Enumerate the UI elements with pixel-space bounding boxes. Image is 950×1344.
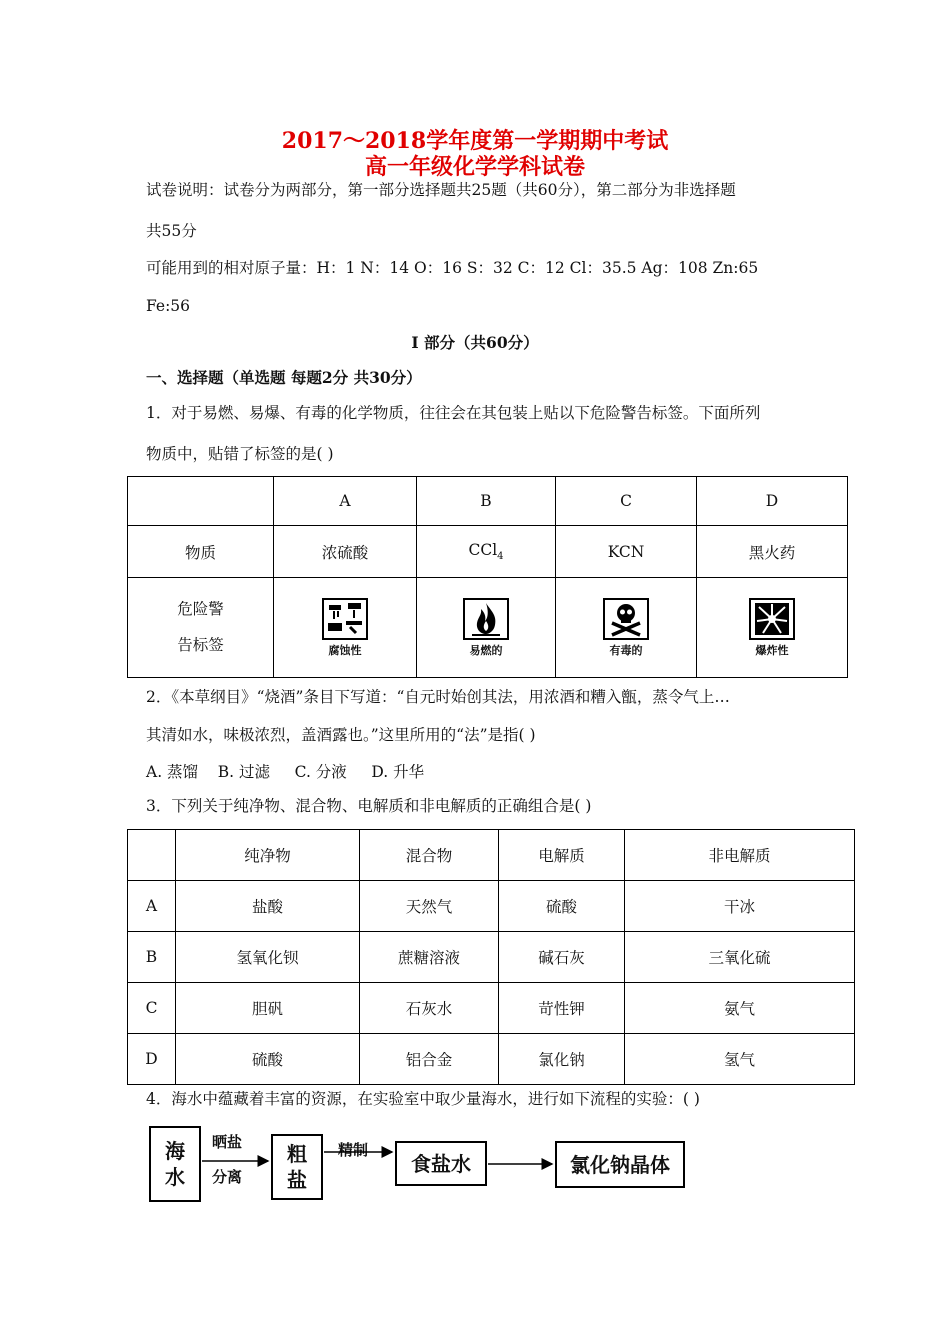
flow-label-evaporate: 晒盐 (212, 1133, 243, 1151)
q3-cell: 苛性钾 (499, 983, 625, 1034)
q1-header-c: C (556, 477, 697, 526)
q1-substance-a: 浓硫酸 (274, 526, 417, 578)
q3-cell: 氨气 (625, 983, 855, 1034)
toxic-caption: 有毒的 (609, 643, 643, 657)
q2-line-2: 其清如水，味极浓烈，盖酒露也。”这里所用的“法”是指( ) (146, 726, 536, 744)
flow-box-brine: 食盐水 (395, 1141, 487, 1186)
q1-line-2: 物质中，贴错了标签的是( ) (146, 445, 334, 463)
q3-cell: 天然气 (360, 881, 499, 932)
q1-line-1: 1．对于易燃、易爆、有毒的化学物质，往往会在其包装上贴以下危险警告标签。下面所列 (146, 404, 761, 422)
q3-cell: 胆矾 (176, 983, 360, 1034)
q3-cell: 硫酸 (176, 1034, 360, 1085)
q1-header-a: A (274, 477, 417, 526)
ccl-subscript: 4 (497, 551, 504, 563)
ccl-formula: CCl (468, 540, 498, 559)
flow-box-crude-salt: 粗 盐 (271, 1134, 323, 1200)
q3-option-letter: A (128, 881, 176, 932)
exam-title: 2017～2018学年度第一学期期中考试 (281, 128, 669, 154)
flammable-caption: 易燃的 (469, 643, 503, 657)
corrosive-caption: 腐蚀性 (328, 643, 362, 657)
sign-label-line-2: 告标签 (177, 635, 224, 654)
q3-cell: 硫酸 (499, 881, 625, 932)
q3-cell: 氯化钠 (499, 1034, 625, 1085)
intro-line-2: 共55分 (146, 222, 197, 240)
q3-option-letter: D (128, 1034, 176, 1085)
q3-cell: 盐酸 (176, 881, 360, 932)
q3-cell: 氢气 (625, 1034, 855, 1085)
q3-cell: 氢氧化钡 (176, 932, 360, 983)
section-heading: 一、选择题（单选题 每题2分 共30分） (146, 368, 422, 387)
flow-label-separate: 分离 (212, 1168, 243, 1186)
q3-cell: 干冰 (625, 881, 855, 932)
q3-cell: 蔗糖溶液 (360, 932, 499, 983)
q2-line-1: 2．《本草纲目》“烧酒”条目下写道：“自元时始创其法，用浓酒和糟入甑，蒸令气上… (146, 688, 730, 706)
q4-line-1: 4．海水中蕴藏着丰富的资源，在实验室中取少量海水，进行如下流程的实验：( ) (146, 1090, 700, 1108)
flow-box-nacl-crystal: 氯化钠晶体 (555, 1141, 685, 1188)
intro-line-1: 试卷说明：试卷分为两部分，第一部分选择题共25题（共60分），第二部分为非选择题 (146, 181, 736, 199)
q3-header-pure: 纯净物 (176, 830, 360, 881)
q3-option-letter: B (128, 932, 176, 983)
exam-subtitle: 高一年级化学学科试卷 (364, 154, 585, 180)
q3-line-1: 3．下列关于纯净物、混合物、电解质和非电解质的正确组合是( ) (146, 797, 592, 815)
q1-header-b: B (417, 477, 556, 526)
flow-label-refine: 精制 (338, 1141, 369, 1159)
q2-options: A. 蒸馏 B. 过滤 C. 分液 D. 升华 (146, 763, 425, 781)
q1-substance-label: 物质 (128, 526, 274, 578)
q3-cell: 石灰水 (360, 983, 499, 1034)
flow-box-seawater: 海 水 (149, 1126, 201, 1202)
q3-cell: 铝合金 (360, 1034, 499, 1085)
q3-cell: 碱石灰 (499, 932, 625, 983)
intro-line-3: 可能用到的相对原子量：H：1 N：14 O：16 S：32 C：12 Cl：35.5 Ag：108 Zn:65 (146, 259, 759, 277)
q1-substance-c: KCN (556, 526, 697, 578)
q1-substance-d: 黑火药 (697, 526, 848, 578)
q3-cell: 三氧化硫 (625, 932, 855, 983)
q3-header-electrolyte: 电解质 (499, 830, 625, 881)
q3-header-nonelectrolyte: 非电解质 (625, 830, 855, 881)
intro-line-4: Fe:56 (146, 297, 191, 315)
sign-label-line-1: 危险警 (177, 599, 224, 618)
explosive-caption: 爆炸性 (755, 643, 789, 657)
q3-header-mixture: 混合物 (360, 830, 499, 881)
q1-header-d: D (697, 477, 848, 526)
part-heading: I 部分（共60分） (411, 333, 539, 352)
q3-option-letter: C (128, 983, 176, 1034)
